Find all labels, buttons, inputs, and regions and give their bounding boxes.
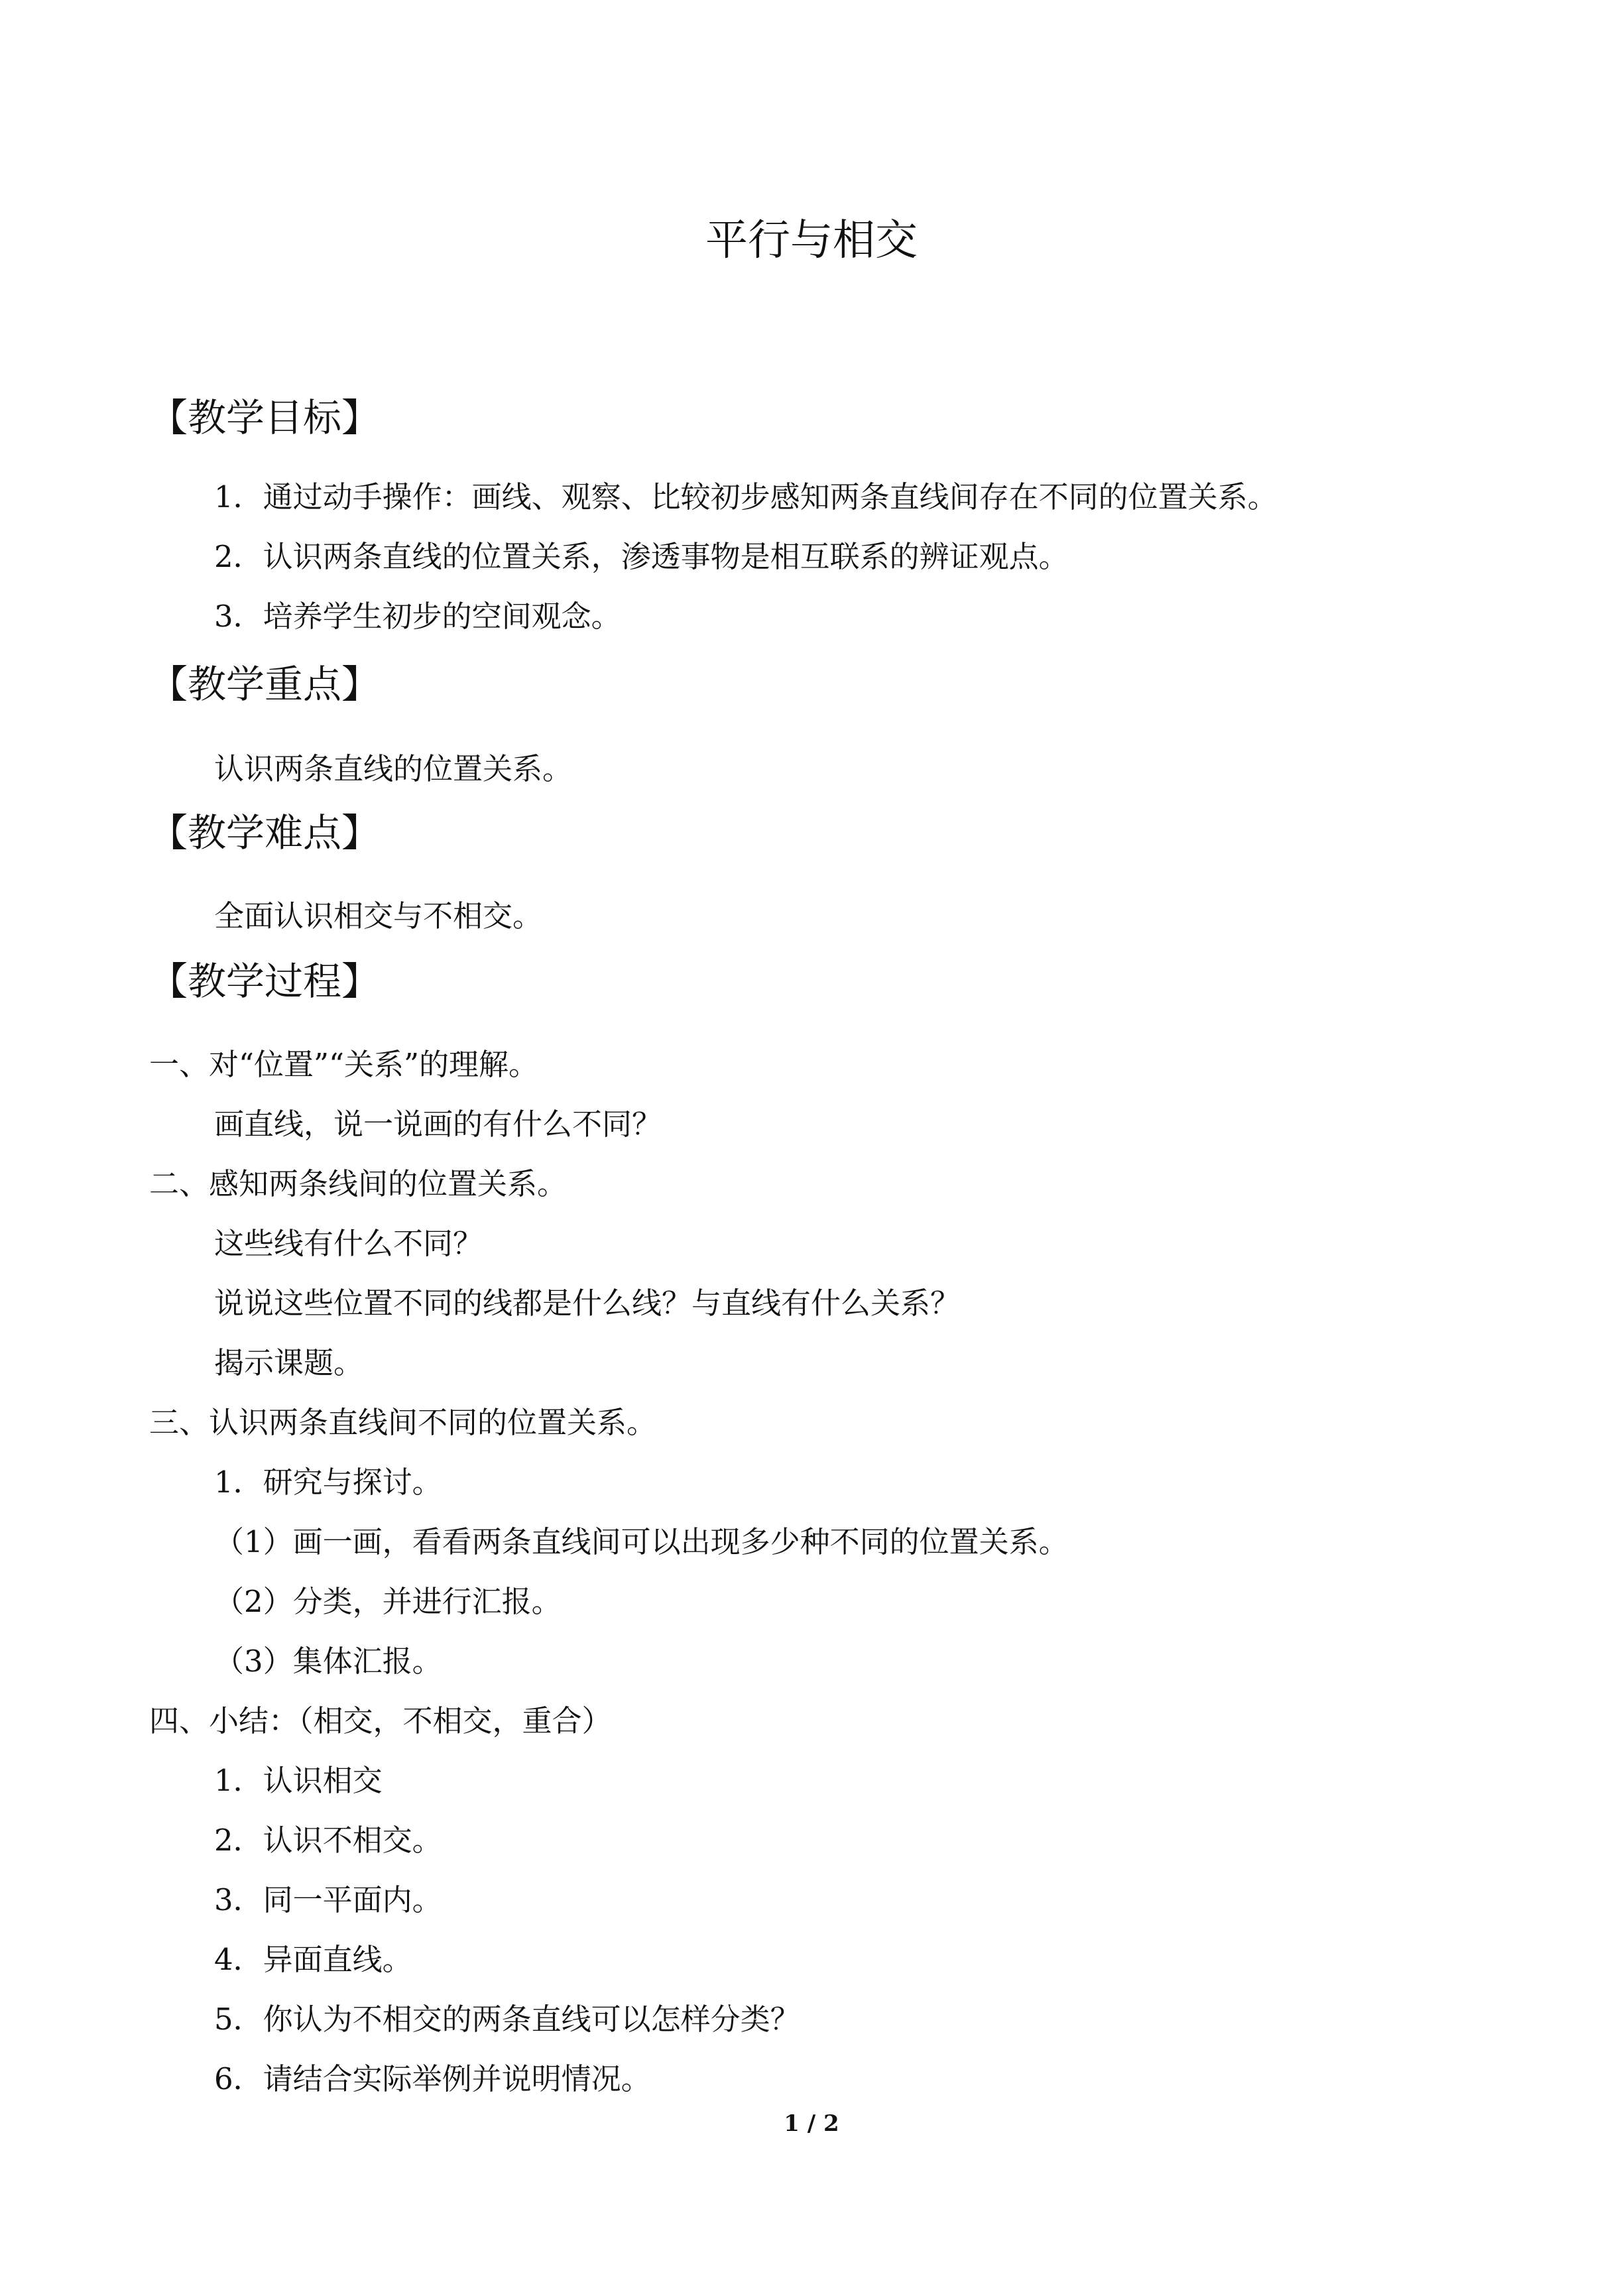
process-line: 揭示课题。 bbox=[214, 1345, 364, 1380]
page-number: 1 / 2 bbox=[784, 2110, 839, 2137]
process-line: 画直线，说一说画的有什么不同？ bbox=[214, 1107, 662, 1142]
process-line: 3．同一平面内。 bbox=[214, 1882, 442, 1917]
process-line: 2．认识不相交。 bbox=[214, 1823, 442, 1858]
section-heading-difficulty: 【教学难点】 bbox=[149, 810, 381, 855]
process-line: （2）分类，并进行汇报。 bbox=[214, 1584, 562, 1619]
goal-item: 2．认识两条直线的位置关系，渗透事物是相互联系的辨证观点。 bbox=[214, 539, 1069, 574]
process-step-heading: 三、认识两条直线间不同的位置关系。 bbox=[149, 1405, 657, 1440]
process-line: 说说这些位置不同的线都是什么线？与直线有什么关系？ bbox=[214, 1286, 961, 1321]
process-line: 这些线有什么不同？ bbox=[214, 1226, 483, 1261]
process-step-heading: 四、小结：（相交，不相交，重合） bbox=[149, 1703, 612, 1738]
goal-item: 1．通过动手操作：画线、观察、比较初步感知两条直线间存在不同的位置关系。 bbox=[214, 479, 1278, 514]
process-line: 4．异面直线。 bbox=[214, 1942, 412, 1977]
goal-item: 3．培养学生初步的空间观念。 bbox=[214, 599, 621, 634]
section-heading-goals: 【教学目标】 bbox=[149, 395, 381, 440]
process-step-heading: 一、对“位置”“关系”的理解。 bbox=[149, 1047, 539, 1082]
section-heading-key-point: 【教学重点】 bbox=[149, 662, 381, 707]
process-line: （3）集体汇报。 bbox=[214, 1644, 442, 1679]
page-title: 平行与相交 bbox=[705, 216, 918, 265]
difficulty-text: 全面认识相交与不相交。 bbox=[214, 898, 543, 934]
process-line: 6．请结合实际举例并说明情况。 bbox=[214, 2061, 651, 2096]
key-point-text: 认识两条直线的位置关系。 bbox=[214, 751, 573, 786]
section-heading-process: 【教学过程】 bbox=[149, 959, 381, 1004]
process-line: 1．认识相交 bbox=[214, 1763, 383, 1798]
process-line: （1）画一画，看看两条直线间可以出现多少种不同的位置关系。 bbox=[214, 1524, 1069, 1559]
process-line: 5．你认为不相交的两条直线可以怎样分类？ bbox=[214, 2002, 800, 2037]
process-line: 1．研究与探讨。 bbox=[214, 1465, 442, 1500]
process-step-heading: 二、感知两条线间的位置关系。 bbox=[149, 1166, 568, 1201]
